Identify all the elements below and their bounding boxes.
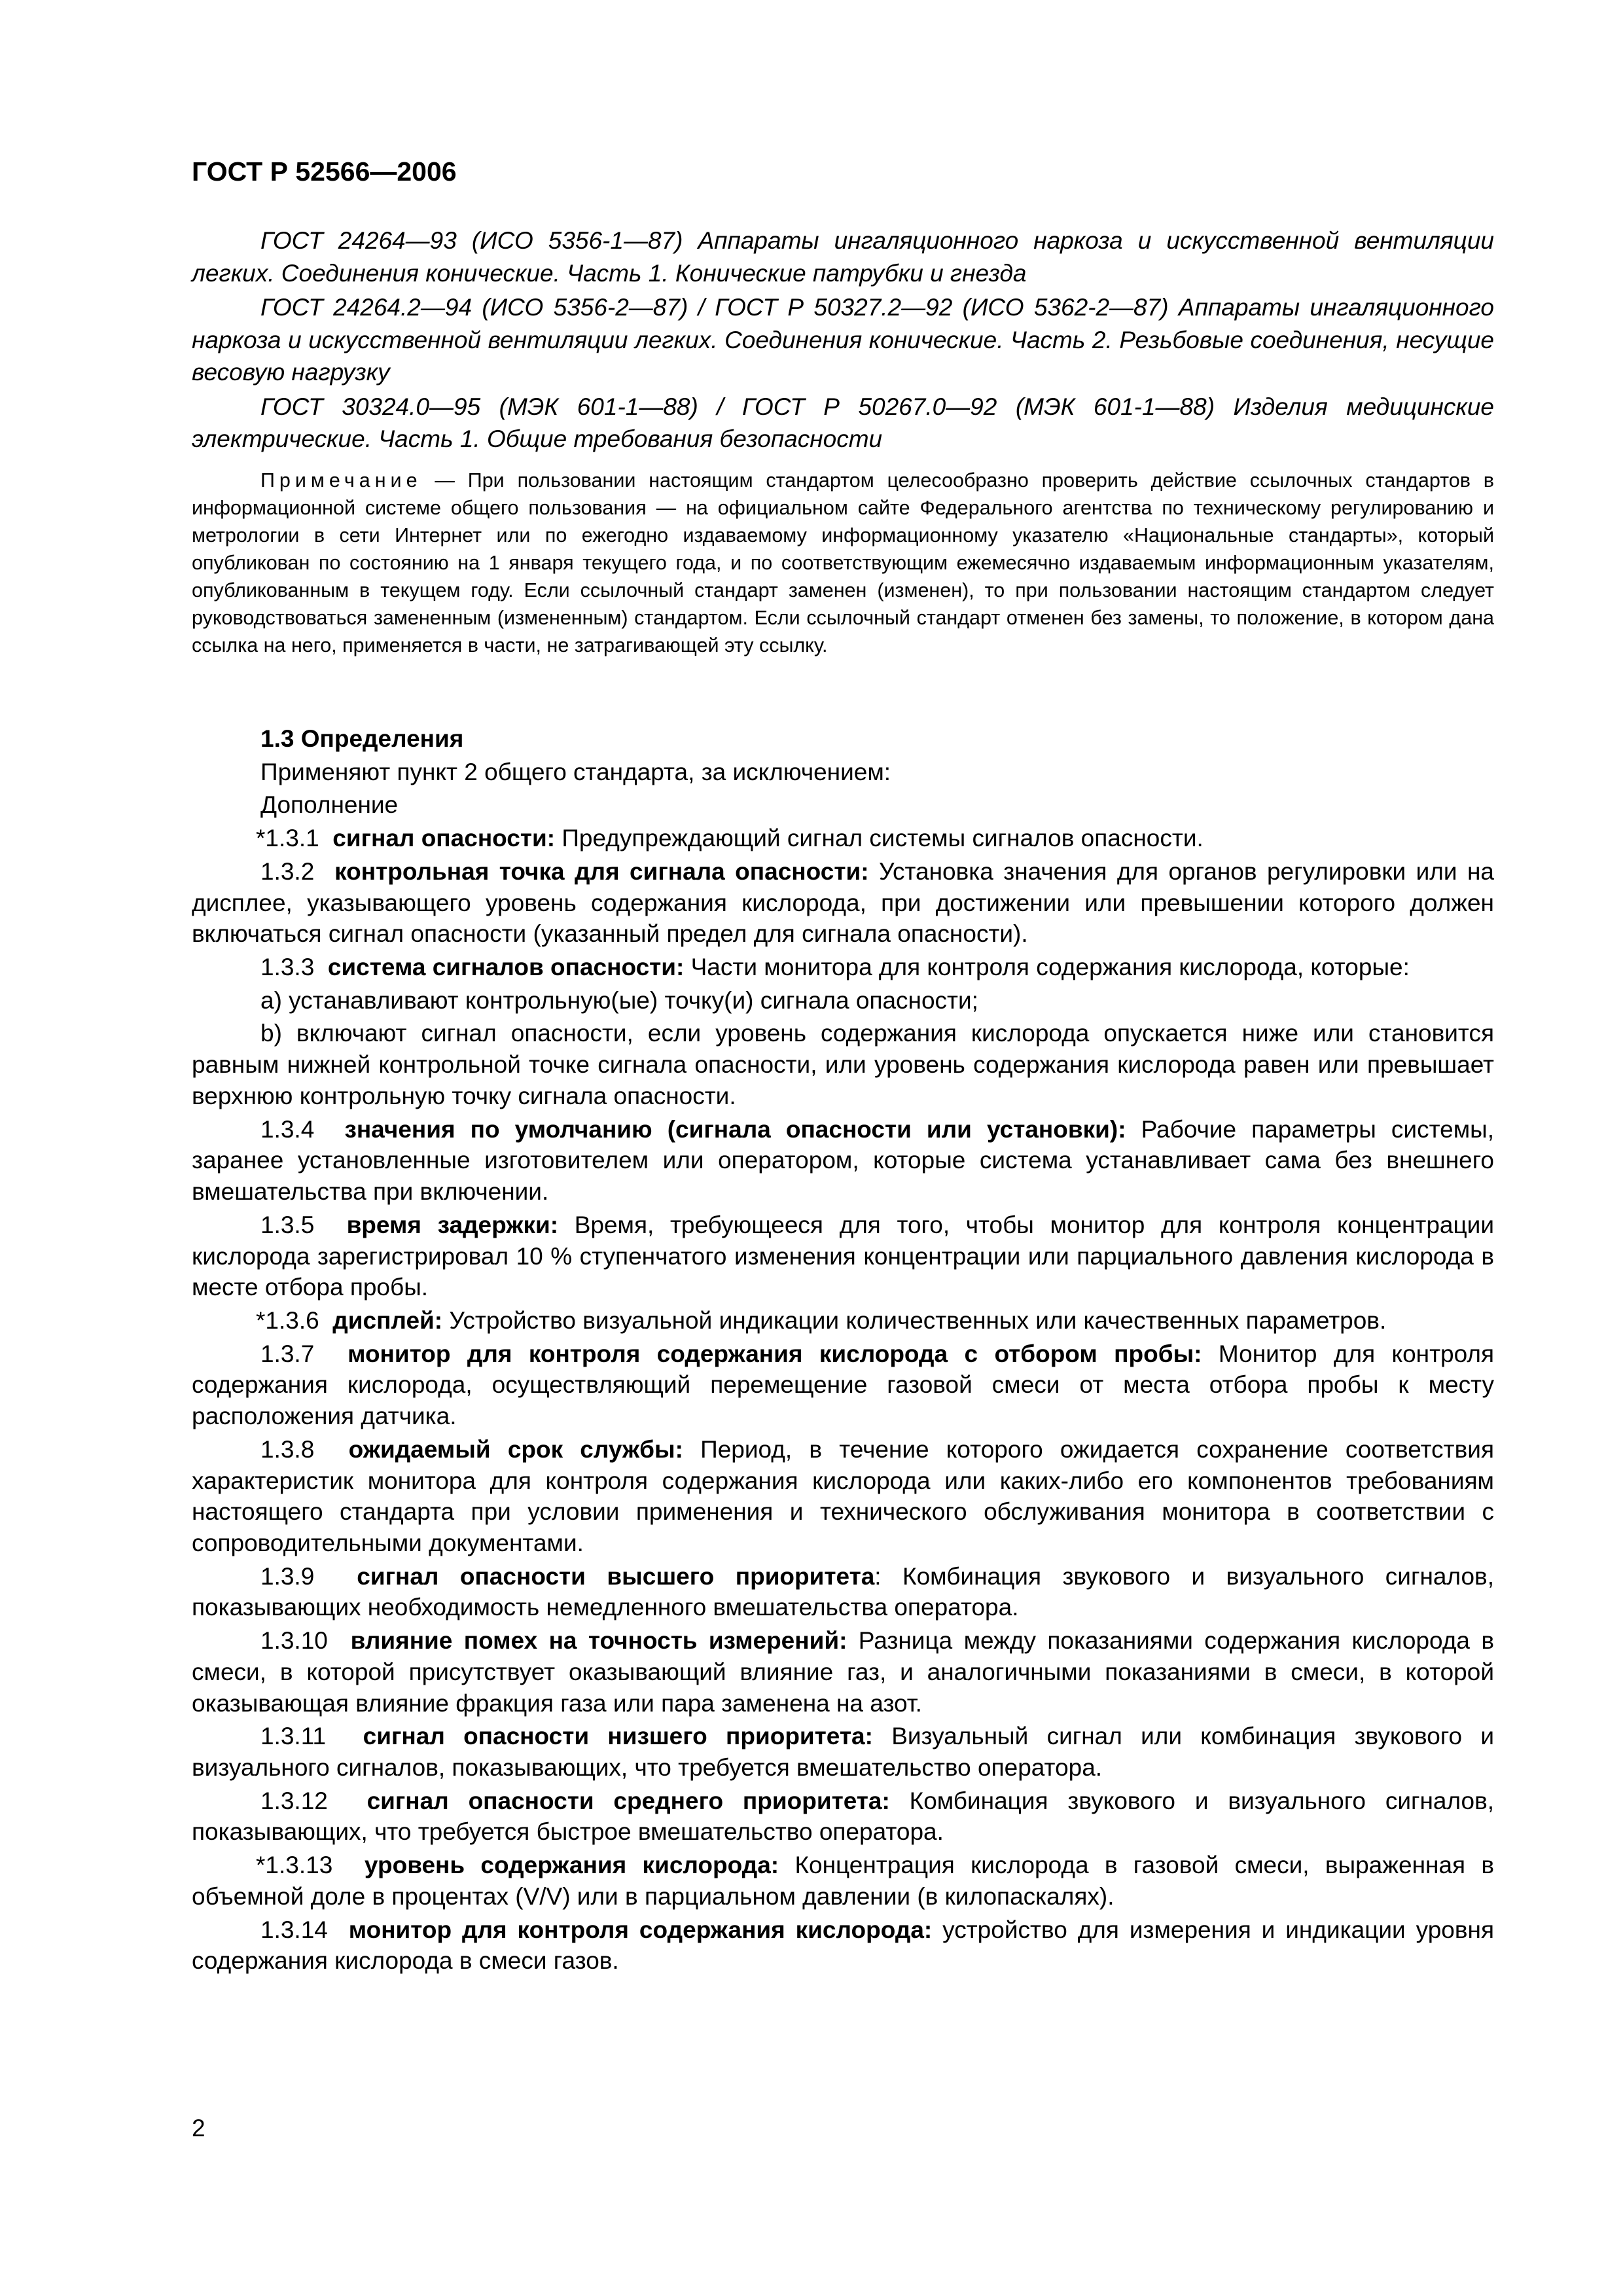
definition-text: Устройство визуальной индикации количественных или качественных параметров. [449,1306,1387,1334]
definition-text: Визуальный сигнал или комбинация звукового и визуального сигналов, показывающих, что требуется вмешательство оператора. [192,1723,1495,1781]
reference-item: ГОСТ 24264—93 (ИСО 5356-1—87) Аппараты ингаляционного наркоза и искусственной вентиляции легких. Соединения конические. Часть 1. Конические патрубки и гнезда [192,227,1494,287]
definition-text: Концентрация кислорода в газовой смеси, выраженная в объемной доле в процентах (V/V) или в парциальном давлении (в килопаскалях). [192,1852,1495,1910]
definition-text: Установка значения для органов регулировки или на дисплее, указывающего уровень содержания кислорода, при достижении или превышении которого должен включаться сигнал опасности (указанный предел для сигнала опасности). [192,857,1494,948]
definition-text: Предупреждающий сигнал системы сигналов опасности. [562,825,1204,852]
definition-text: Монитор для контроля содержания кислорода, осуществляющий перемещение газовой смеси от места отбора пробы к месту расположения датчика. [192,1340,1495,1430]
definition-text: Комбинация звукового и визуального сигналов, показывающих, что требуется быстрое вмешательство оператора. [192,1787,1495,1846]
reference-item: ГОСТ 30324.0—95 (МЭК 601-1—88) / ГОСТ Р 50267.0—92 (МЭК 601-1—88) Изделия медицинские электрические. Часть 1. Общие требования безопасности [192,393,1494,453]
definition-text: Время, требующееся для того, чтобы монитор для контроля концентрации кислорода зарегистрировал 10 % ступенчатого изменения концентрации или парциального давления кислорода в месте отбора пробы. [192,1211,1495,1301]
list-item: a) устанавливают контрольную(ые) точку(и) сигнала опасности; [260,986,978,1014]
definition-number: 1.3.7 [260,1340,315,1367]
list-item: b) включают сигнал опасности, если уровень содержания кислорода опускается ниже или становится равным нижней контрольной точке сигнала опасности, или уровень содержания кислорода равен или превышает верхнюю контрольную точку сигнала опасности. [192,1020,1494,1109]
note-text: — При пользовании настоящим стандартом целесообразно проверить действие ссылочных стандартов в информационной системе общего пользования — на официальном сайте Федерального агентства по техническому регулированию и метрологии в сети Интернет или по ежегодно издаваемому информационному указателю «Национальные стандарты», который опубликован по состоянию на 1 января текущего года, и по соответствующим ежемесячно издаваемым информационным указателям, опубликованным в текущем году. Если ссылочный стандарт заменен (изменен), то при пользовании настоящим стандартом следует руководствоваться замененным (измененным) стандартом. Если ссылочный стандарт отменен без замены, то положение, в котором дана ссылка на него, применяется в части, не затрагивающей эту ссылку. [192,469,1494,657]
definition-term: контрольная точка для сигнала опасности: [334,857,869,885]
definition-number: *1.3.1 [256,825,319,852]
definition-text: Рабочие параметры системы, заранее установленные изготовителем или оператором, которые система устанавливает сама без внешнего вмешательства при включении. [192,1115,1495,1206]
definition-item [192,856,1494,950]
definition-item [192,1210,1494,1303]
definitions-section [192,723,1494,1979]
definition-term: сигнал опасности среднего приоритета: [366,1787,890,1814]
definition-term: сигнал опасности: [332,825,556,852]
definition-item [192,1305,1494,1336]
definition-number: 1.3.14 [260,1916,328,1943]
definition-term: уровень содержания кислорода: [364,1852,779,1879]
definition-term: монитор для контроля содержания кислорода с отбором пробы: [348,1340,1202,1367]
definition-number: 1.3.5 [260,1211,315,1238]
definition-number: 1.3.9 [260,1562,315,1590]
definition-item [192,1625,1494,1719]
definition-item [192,823,1494,854]
definition-text: : Комбинация звукового и визуального сигналов, показывающих необходимость немедленного вмешательства оператора. [192,1562,1494,1621]
definition-term: монитор для контроля содержания кислорода: [348,1916,933,1943]
definition-term: значения по умолчанию (сигнала опасности или установки): [344,1115,1126,1143]
note-label: Примечание [260,469,422,492]
definition-item [192,1338,1494,1432]
definition-term: сигнал опасности низшего приоритета: [363,1723,873,1750]
definition-term: ожидаемый срок службы: [348,1435,683,1463]
definition-item [192,1114,1494,1208]
definition-term: сигнал опасности высшего приоритета [357,1562,875,1590]
definition-term: система сигналов опасности: [327,954,685,981]
note-paragraph [192,467,1494,660]
section-addition: Дополнение [260,791,399,819]
definition-item [192,1785,1494,1848]
definition-text: Период, в течение которого ожидается сохранение соответствия характеристик монитора для контроля содержания кислорода или каких-либо его компонентов требованиям настоящего стандарта при условии применения и технического обслуживания монитора в соответствии с сопроводительными документами. [192,1435,1494,1556]
definition-term: дисплей: [332,1306,443,1334]
references-list [192,224,1494,457]
definition-number: *1.3.13 [256,1852,333,1879]
definition-number: 1.3.2 [260,857,315,885]
definition-number: *1.3.6 [256,1306,319,1334]
definition-term: время задержки: [346,1211,559,1238]
section-intro: Применяют пункт 2 общего стандарта, за исключением: [260,758,891,785]
definition-item [192,952,1494,983]
definition-number: 1.3.4 [260,1115,315,1143]
definition-number: 1.3.10 [260,1627,328,1655]
definition-item [192,1914,1494,1977]
definition-item [192,1721,1494,1783]
definition-item [192,1561,1494,1623]
definition-number: 1.3.8 [260,1435,315,1463]
page-number: 2 [192,2115,205,2142]
document-header: ГОСТ Р 52566—2006 [192,156,457,187]
section-heading: 1.3 Определения [260,725,464,752]
reference-item: ГОСТ 24264.2—94 (ИСО 5356-2—87) / ГОСТ Р 50327.2—92 (ИСО 5362-2—87) Аппараты ингаляционного наркоза и искусственной вентиляции легких. Соединения конические. Часть 2. Резьбовые соединения, несущие весовую нагрузку [192,294,1494,386]
definition-text: устройство для измерения и индикации уровня содержания кислорода в смеси газов. [192,1916,1495,1975]
definition-text: Части монитора для контроля содержания кислорода, которые: [690,954,1410,981]
definition-number: 1.3.11 [260,1723,327,1750]
definition-number: 1.3.3 [260,954,315,981]
definition-text: Разница между показаниями содержания кислорода в смеси, в которой присутствует оказывающий влияние газ, и аналогичными показаниями в смеси, в которой оказывающая влияние фракция газа или пара заменена на азот. [192,1627,1495,1717]
definition-item [192,1850,1494,1912]
definition-number: 1.3.12 [260,1787,328,1814]
definition-term: влияние помех на точность измерений: [350,1627,847,1655]
definition-item [192,1434,1494,1559]
